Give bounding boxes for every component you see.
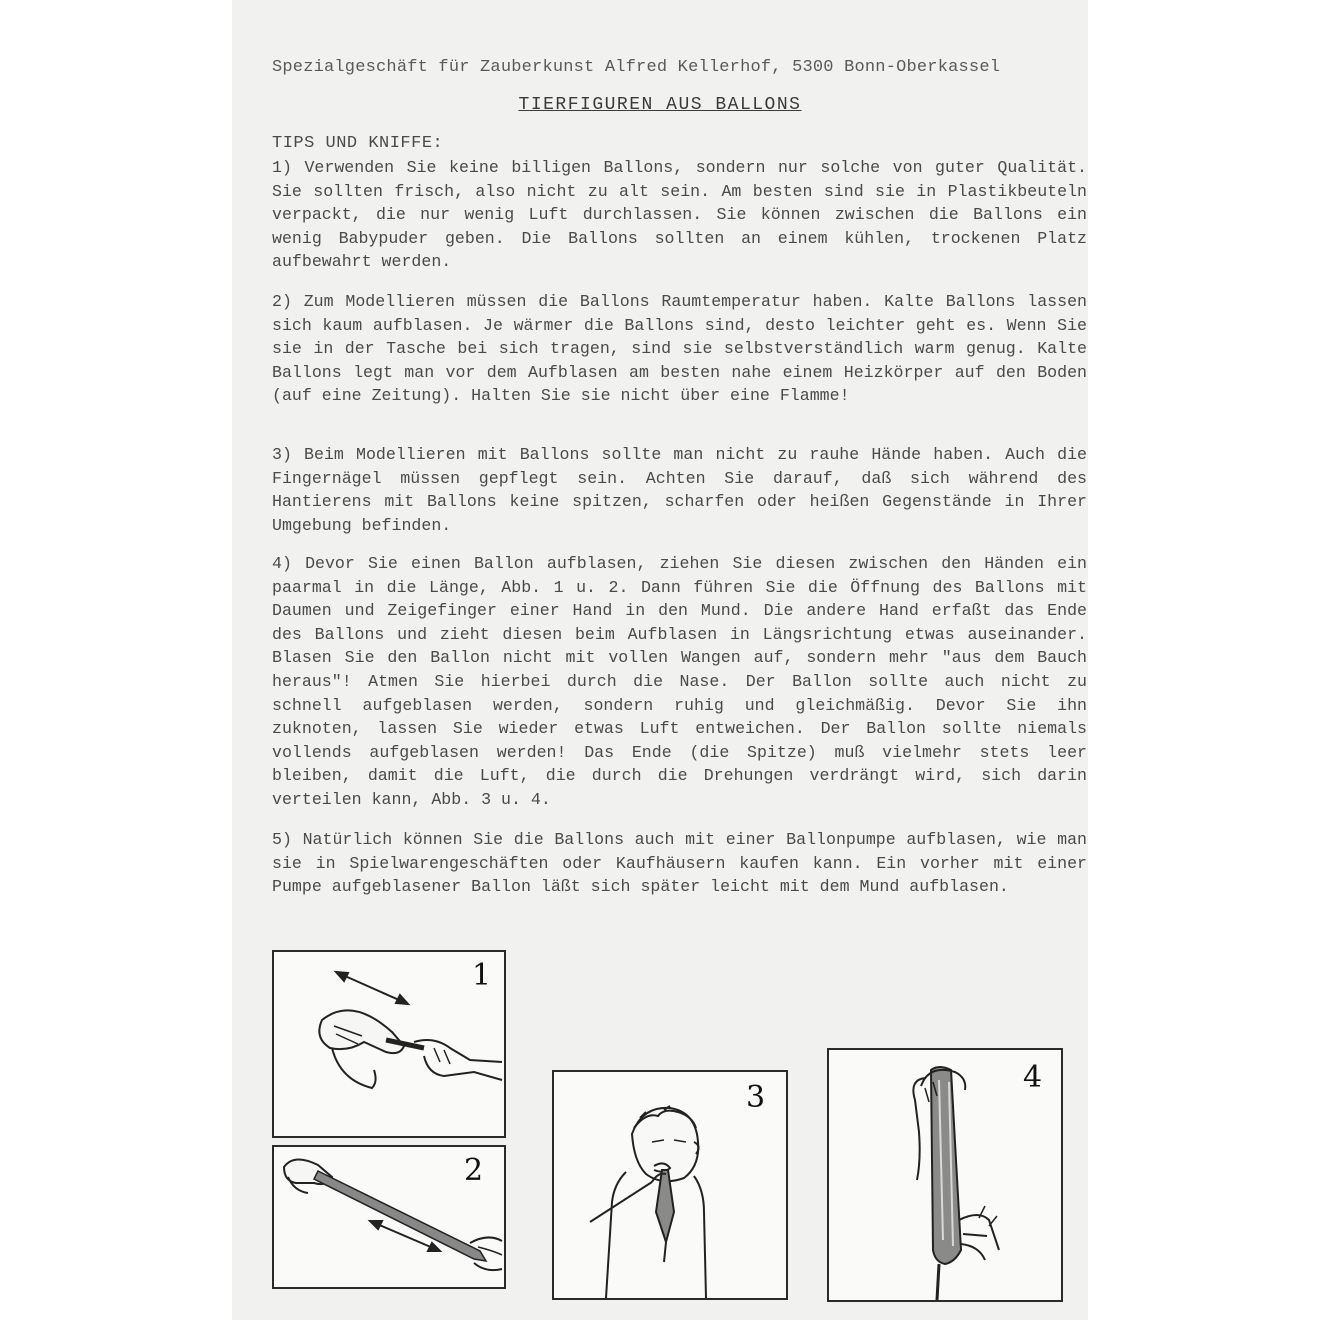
figure-3-panel — [552, 1070, 788, 1300]
figure-2-number: 2 — [464, 1153, 484, 1188]
figure-4-number: 4 — [1023, 1060, 1043, 1095]
hands-stretching-balloon-icon — [274, 952, 504, 1136]
figure-4-panel — [827, 1048, 1063, 1302]
page-title — [0, 95, 1320, 115]
shop-header: Spezialgeschäft für Zauberkunst Alfred Kellerhof, 5300 Bonn-Oberkassel — [272, 58, 1001, 77]
figure-1-panel — [272, 950, 506, 1138]
tip-paragraph-1: 1) Verwenden Sie keine billigen Ballons, sondern nur solche von guter Qualität. Sie sollten frisch, also nicht zu alt sein. Am besten sind sie in Plastikbeuteln verpackt, die nur wenig Luft durchlassen. Sie können zwischen die Ballons ein wenig Babypuder geben. Die Ballons sollten an einem kühlen, trockenen Platz aufbewahrt werden. — [272, 158, 1087, 272]
tip-paragraph-5: 5) Natürlich können Sie die Ballons auch mit einer Ballonpumpe aufblasen, wie man sie in Spielwarengeschäften oder Kaufhäusern kaufen kann. Ein vorher mit einer Pumpe aufgeblasener Ballon läßt sich später leicht mit dem Mund aufblasen. — [272, 830, 1087, 897]
tips-heading: TIPS UND KNIFFE: — [272, 134, 444, 153]
tip-paragraph-4: 4) Devor Sie einen Ballon aufblasen, ziehen Sie diesen zwischen den Händen ein paarmal in die Länge, Abb. 1 u. 2. Dann führen Sie die Öffnung des Ballons mit Daumen und Zeigefinger einer Hand in den Mund. Die andere Hand erfaßt das Ende des Ballons und zieht diesen beim Aufblasen in Längsrichtung etwas auseinander. Blasen Sie den Ballon nicht mit vollen Wangen auf, sondern mehr "aus dem Bauch heraus"! Atmen Sie hierbei durch die Nase. Der Ballon sollte auch nicht zu schnell aufgeblasen werden, sondern ruhig und gleichmäßig. Devor Sie ihn zuknoten, lassen Sie wieder etwas Luft entweichen. Der Ballon sollte niemals vollends aufgeblasen werden! Das Ende (die Spitze) muß vielmehr stets leer bleiben, damit die Luft, die durch die Drehungen verdrängt wird, sich darin verteilen kann, Abb. 3 u. 4. — [272, 554, 1087, 809]
figure-3-number: 3 — [746, 1080, 766, 1115]
tip-paragraph-3: 3) Beim Modellieren mit Ballons sollte man nicht zu rauhe Hände haben. Auch die Fingernägel müssen gepflegt sein. Achten Sie darauf, daß sich während des Hantierens mit Ballons keine spitzen, scharfen oder heißen Gegenstände in Ihrer Umgebung befinden. — [272, 445, 1087, 535]
page-title-text: TIERFIGUREN AUS BALLONS — [518, 95, 802, 115]
figure-2-panel — [272, 1145, 506, 1289]
tip-paragraph-2: 2) Zum Modellieren müssen die Ballons Raumtemperatur haben. Kalte Ballons lassen sich kaum aufblasen. Je wärmer die Ballons sind, desto leichter geht es. Wenn Sie sie in der Tasche bei sich tragen, sind sie selbstverständlich warm genug. Kalte Ballons legt man vor dem Aufblasen am besten nahe einem Heizkörper auf den Boden (auf eine Zeitung). Halten Sie sie nicht über eine Flamme! — [272, 292, 1087, 406]
figure-1-number: 1 — [472, 958, 492, 993]
